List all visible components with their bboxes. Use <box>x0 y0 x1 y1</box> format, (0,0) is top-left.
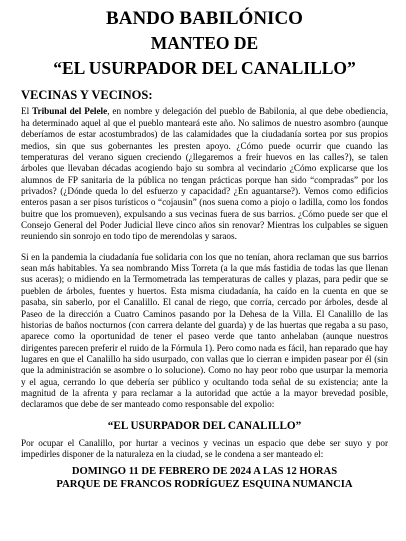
paragraph-3-body: Por ocupar el Canalillo, por hurtar a vecinos y vecinas un espacio que debe ser suyo y por impedirles disponer de la naturaleza en la ciudad, se le condena a ser manteado el: <box>21 437 388 460</box>
paragraph-2 <box>21 252 388 411</box>
usurper-title: “EL USURPADOR DEL CANALILLO” <box>107 419 302 432</box>
event-place: PARQUE DE FRANCOS RODRÍGUEZ ESQUINA NUMANCIA <box>56 478 353 490</box>
paragraph-1-body: , en nombre y delegación del pueblo de Babilonia, al que debe obediencia, ha determinado aquel al que el pueblo manteará este año. No salimos de nuestro asombro (aunque deberíamos de estar acostumbrados) de las calamidades que la ciudadanía sortea por sus propios medios, sin que sus gobernantes les presten apoyo. ¿Cómo puede ocurrir que cuando las temperaturas del verano siguen creciendo (¿llegaremos a freír huevos en las calles?), se talen árboles que llevaban décadas acogiendo bajo su sombra al vecindario ¿Cómo explicarse que los alumnos de FP sanitaria de la pública no tengan prácticas porque han sido “compradas” por los privados? (¿Dónde queda lo del esfuerzo y capacidad? ¿En aguantarse?). Vemos como edificios enteros pasan a ser pisos turísticos o “cojausin” (nos suena como a piojo o ladilla, como los fondos buitre que los promueven), expulsando a sus vecinas fuera de sus barrios. ¿Cómo puede ser que el Consejo General del Poder Judicial lleve cinco años sin renovar? Mientras los culpables se siguen reuniendo sin sonrojo en todo tipo de merendolas y saraos. <box>21 106 388 242</box>
paragraph-1 <box>21 106 388 242</box>
paragraph-1-lead: El <box>21 106 33 117</box>
paragraph-3 <box>21 438 388 461</box>
salutation: VECINAS Y VECINOS: <box>21 88 153 103</box>
event-date: DOMINGO 11 DE FEBRERO DE 2024 A LAS 12 HORAS <box>71 465 338 477</box>
paragraph-2-body: Si en la pandemia la ciudadanía fue solidaria con los que no tenían, ahora reclaman que sus barrios sean más habitables. Ya sea nombrando Miss Torreta (a la que más fastidia de todas las que llenan sus aceras); o midiendo en la Termometrada las temperaturas de calles y plazas, para pedir que se pueblen de árboles, fuentes y huertos. Esta misma ciudadanía, ha caído en la cuenta en que se pasaba, sin saberlo, por el Canalillo. El canal de riego, que corría, cercado por árboles, desde al Paseo de la dirección a Cuatro Caminos pasando por la Dehesa de la Villa. El Canalillo de las historias de baños nocturnos (con carrera delante del guarda) y de las huertas que regaba a su paso, aparece como la oportunidad de tener el paseo verde que tanto anhelaban (aunque nuestros dirigentes parecen preferir el ruido de la Fórmula 1). Pero como nada es fácil, han reparado que hay lugares en que el Canalillo ha sido usurpado, con vallas que lo cierran e impiden pasear por él (sin que la administración se asombre o lo solucione). Como no hay peor robo que usurpar la memoria y el agua, cerrando lo que debería ser público y ocultando toda señal de su existencia; ante la magnitud de la afrenta y para reclamar a la autoridad que actúe a la mayor brevedad posible, declaramos que debe de ser manteado como responsable del expolio: <box>21 251 388 410</box>
document-subtitle: MANTEO DE <box>150 33 259 54</box>
tribunal-name: Tribunal del Pelele <box>32 106 108 117</box>
document-title: BANDO BABILÓNICO <box>106 8 303 29</box>
document-target: “EL USURPADOR DEL CANALILLO” <box>53 57 356 78</box>
